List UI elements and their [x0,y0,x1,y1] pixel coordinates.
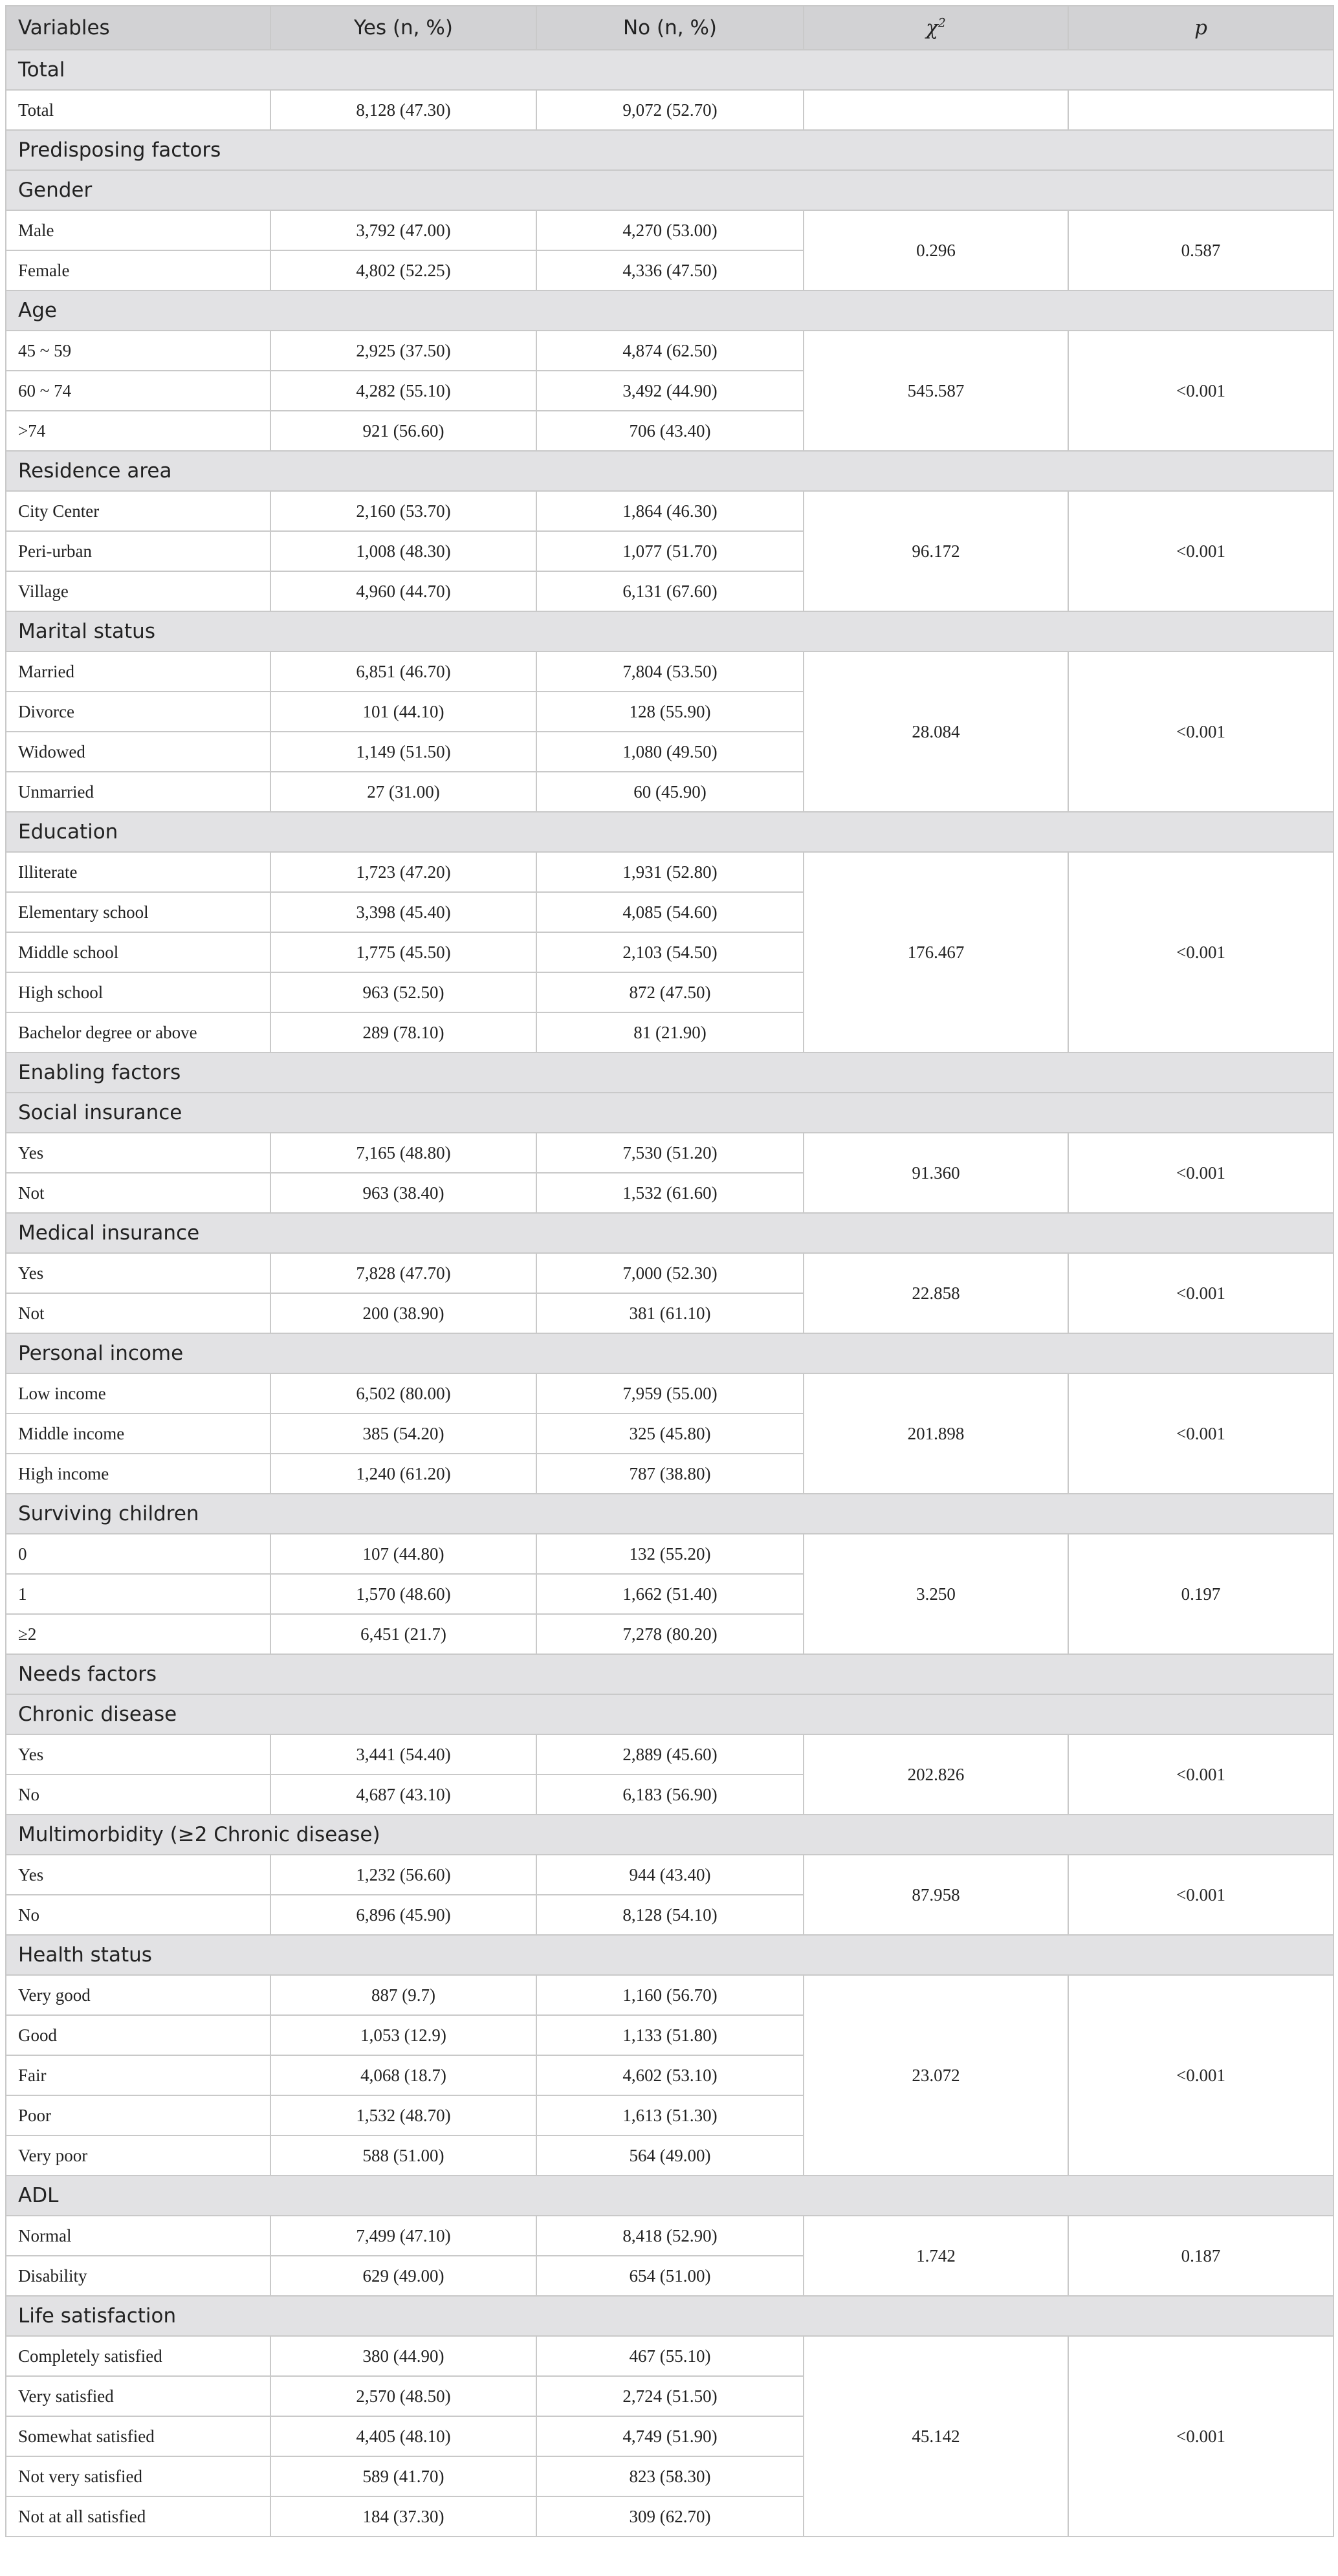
row-no-value: 128 (55.90) [536,692,804,732]
section-header-row [6,1213,1333,1253]
p-value: <0.001 [1068,852,1333,1053]
row-label: Village [6,571,270,611]
section-title: Personal income [6,1333,1333,1373]
row-no-value: 7,000 (52.30) [536,1253,804,1293]
row-label: >74 [6,411,270,451]
row-label: Illiterate [6,852,270,892]
chi-square-value: 201.898 [804,1373,1068,1494]
row-yes-value: 4,405 (48.10) [270,2416,536,2456]
section-title: Age [6,290,1333,331]
section-title: Residence area [6,451,1333,491]
data-table [5,5,1334,2537]
row-no-value: 2,889 (45.60) [536,1734,804,1774]
row-yes-value: 7,499 (47.10) [270,2216,536,2256]
section-title: Surviving children [6,1494,1333,1534]
section-title: Chronic disease [6,1694,1333,1734]
row-no-value: 1,077 (51.70) [536,531,804,571]
section-header-row [6,2176,1333,2216]
chi-square-value: 96.172 [804,491,1068,611]
row-no-value: 1,532 (61.60) [536,1173,804,1213]
row-label: Not [6,1293,270,1333]
row-label: Divorce [6,692,270,732]
row-label: Somewhat satisfied [6,2416,270,2456]
row-label: Total [6,90,270,130]
row-yes-value: 7,828 (47.70) [270,1253,536,1293]
row-label: Normal [6,2216,270,2256]
row-yes-value: 4,282 (55.10) [270,371,536,411]
row-yes-value: 887 (9.7) [270,1975,536,2015]
header-row [6,6,1333,50]
section-title: Enabling factors [6,1053,1333,1093]
row-yes-value: 289 (78.10) [270,1012,536,1053]
chi-square-value: 22.858 [804,1253,1068,1333]
header-variables: Variables [6,6,270,50]
chi-square-value [804,90,1068,130]
row-yes-value: 184 (37.30) [270,2496,536,2537]
chi-square-value: 23.072 [804,1975,1068,2176]
row-no-value: 4,270 (53.00) [536,210,804,250]
row-yes-value: 7,165 (48.80) [270,1133,536,1173]
row-no-value: 4,602 (53.10) [536,2055,804,2095]
chi-square-value: 1.742 [804,2216,1068,2296]
row-yes-value: 921 (56.60) [270,411,536,451]
row-label: Yes [6,1855,270,1895]
section-header-row [6,290,1333,331]
chi-symbol: χ [926,16,938,39]
row-no-value: 309 (62.70) [536,2496,804,2537]
row-yes-value: 6,896 (45.90) [270,1895,536,1935]
row-label: No [6,1895,270,1935]
row-label: Very satisfied [6,2376,270,2416]
row-no-value: 1,133 (51.80) [536,2015,804,2055]
row-yes-value: 2,570 (48.50) [270,2376,536,2416]
row-yes-value: 1,053 (12.9) [270,2015,536,2055]
table-header [6,6,1333,50]
data-table-container [5,5,1333,2537]
row-label: ≥2 [6,1614,270,1654]
row-label: Not at all satisfied [6,2496,270,2537]
row-no-value: 7,530 (51.20) [536,1133,804,1173]
row-label: City Center [6,491,270,531]
row-label: Female [6,250,270,290]
row-label: Male [6,210,270,250]
row-label: Not very satisfied [6,2456,270,2496]
row-no-value: 6,183 (56.90) [536,1774,804,1815]
row-yes-value: 4,068 (18.7) [270,2055,536,2095]
row-yes-value: 2,160 (53.70) [270,491,536,531]
row-no-value: 4,874 (62.50) [536,331,804,371]
header-yes: Yes (n, %) [270,6,536,50]
row-yes-value: 27 (31.00) [270,772,536,812]
table-row [6,1975,1333,2015]
section-header-row [6,170,1333,210]
section-title: Needs factors [6,1654,1333,1694]
row-no-value: 654 (51.00) [536,2256,804,2296]
row-yes-value: 588 (51.00) [270,2135,536,2176]
row-label: Yes [6,1133,270,1173]
p-value: <0.001 [1068,1133,1333,1213]
p-value: <0.001 [1068,1855,1333,1935]
table-row [6,1734,1333,1774]
row-label: Poor [6,2095,270,2135]
row-no-value: 2,724 (51.50) [536,2376,804,2416]
row-no-value: 467 (55.10) [536,2336,804,2376]
row-yes-value: 200 (38.90) [270,1293,536,1333]
table-body [6,50,1333,2537]
row-no-value: 564 (49.00) [536,2135,804,2176]
chi-square-value: 28.084 [804,651,1068,812]
row-yes-value: 107 (44.80) [270,1534,536,1574]
p-value: <0.001 [1068,331,1333,451]
row-yes-value: 1,149 (51.50) [270,732,536,772]
row-label: Low income [6,1373,270,1414]
row-no-value: 2,103 (54.50) [536,932,804,972]
row-label: 0 [6,1534,270,1574]
row-label: Yes [6,1734,270,1774]
row-label: Yes [6,1253,270,1293]
row-yes-value: 4,960 (44.70) [270,571,536,611]
row-no-value: 3,492 (44.90) [536,371,804,411]
table-row [6,852,1333,892]
row-no-value: 7,804 (53.50) [536,651,804,692]
table-row [6,1373,1333,1414]
row-yes-value: 6,851 (46.70) [270,651,536,692]
section-title: Marital status [6,611,1333,651]
p-value: <0.001 [1068,1253,1333,1333]
header-no: No (n, %) [536,6,804,50]
row-yes-value: 963 (38.40) [270,1173,536,1213]
row-yes-value: 2,925 (37.50) [270,331,536,371]
chi-square-value: 3.250 [804,1534,1068,1654]
section-title: Health status [6,1935,1333,1975]
row-yes-value: 1,570 (48.60) [270,1574,536,1614]
row-yes-value: 1,723 (47.20) [270,852,536,892]
row-no-value: 1,160 (56.70) [536,1975,804,2015]
row-no-value: 60 (45.90) [536,772,804,812]
row-label: Peri-urban [6,531,270,571]
row-yes-value: 629 (49.00) [270,2256,536,2296]
row-no-value: 823 (58.30) [536,2456,804,2496]
row-no-value: 4,749 (51.90) [536,2416,804,2456]
row-yes-value: 4,802 (52.25) [270,250,536,290]
table-row [6,1534,1333,1574]
row-label: Not [6,1173,270,1213]
row-label: Middle income [6,1414,270,1454]
table-row [6,210,1333,250]
row-label: Married [6,651,270,692]
section-title: Gender [6,170,1333,210]
row-yes-value: 3,441 (54.40) [270,1734,536,1774]
row-label: Middle school [6,932,270,972]
p-value: 0.587 [1068,210,1333,290]
row-label: Very poor [6,2135,270,2176]
table-row [6,1133,1333,1173]
p-value: 0.187 [1068,2216,1333,2296]
row-yes-value: 385 (54.20) [270,1414,536,1454]
p-value [1068,90,1333,130]
p-value: 0.197 [1068,1534,1333,1654]
chi-square-value: 545.587 [804,331,1068,451]
row-no-value: 1,613 (51.30) [536,2095,804,2135]
row-no-value: 4,085 (54.60) [536,892,804,932]
row-no-value: 1,662 (51.40) [536,1574,804,1614]
row-yes-value: 6,502 (80.00) [270,1373,536,1414]
row-label: Unmarried [6,772,270,812]
row-no-value: 872 (47.50) [536,972,804,1012]
header-chi-square [804,6,1068,50]
row-yes-value: 589 (41.70) [270,2456,536,2496]
row-no-value: 381 (61.10) [536,1293,804,1333]
row-yes-value: 1,232 (56.60) [270,1855,536,1895]
row-no-value: 6,131 (67.60) [536,571,804,611]
chi-square-value: 45.142 [804,2336,1068,2537]
table-row [6,2216,1333,2256]
section-header-row [6,1093,1333,1133]
row-yes-value: 4,687 (43.10) [270,1774,536,1815]
section-title: ADL [6,2176,1333,2216]
row-label: Widowed [6,732,270,772]
table-row [6,1253,1333,1293]
table-row [6,2336,1333,2376]
row-yes-value: 3,792 (47.00) [270,210,536,250]
section-header-row [6,1815,1333,1855]
table-row [6,491,1333,531]
p-value: <0.001 [1068,651,1333,812]
row-no-value: 325 (45.80) [536,1414,804,1454]
row-yes-value: 1,240 (61.20) [270,1454,536,1494]
row-no-value: 132 (55.20) [536,1534,804,1574]
row-yes-value: 8,128 (47.30) [270,90,536,130]
row-yes-value: 6,451 (21.7) [270,1614,536,1654]
row-no-value: 706 (43.40) [536,411,804,451]
section-title: Total [6,50,1333,90]
section-header-row [6,812,1333,852]
chi-square-value: 176.467 [804,852,1068,1053]
chi-superscript: 2 [938,16,946,30]
chi-square-value: 202.826 [804,1734,1068,1815]
section-title: Multimorbidity (≥2 Chronic disease) [6,1815,1333,1855]
section-title: Life satisfaction [6,2296,1333,2336]
section-header-row [6,1494,1333,1534]
row-no-value: 7,959 (55.00) [536,1373,804,1414]
row-no-value: 4,336 (47.50) [536,250,804,290]
row-yes-value: 380 (44.90) [270,2336,536,2376]
row-label: Bachelor degree or above [6,1012,270,1053]
section-title: Education [6,812,1333,852]
p-value: <0.001 [1068,1734,1333,1815]
row-label: No [6,1774,270,1815]
table-row [6,651,1333,692]
section-header-row [6,611,1333,651]
row-no-value: 7,278 (80.20) [536,1614,804,1654]
row-no-value: 1,864 (46.30) [536,491,804,531]
section-header-row [6,1935,1333,1975]
section-title: Social insurance [6,1093,1333,1133]
row-yes-value: 101 (44.10) [270,692,536,732]
row-no-value: 787 (38.80) [536,1454,804,1494]
row-yes-value: 1,008 (48.30) [270,531,536,571]
row-yes-value: 963 (52.50) [270,972,536,1012]
chi-square-value: 0.296 [804,210,1068,290]
row-label: Completely satisfied [6,2336,270,2376]
row-yes-value: 1,532 (48.70) [270,2095,536,2135]
row-no-value: 8,418 (52.90) [536,2216,804,2256]
p-value: <0.001 [1068,1975,1333,2176]
row-label: Good [6,2015,270,2055]
section-header-row [6,1053,1333,1093]
p-value: <0.001 [1068,1373,1333,1494]
p-value: <0.001 [1068,491,1333,611]
section-header-row [6,50,1333,90]
section-title: Predisposing factors [6,130,1333,170]
section-title: Medical insurance [6,1213,1333,1253]
chi-square-value: 87.958 [804,1855,1068,1935]
row-label: Fair [6,2055,270,2095]
section-header-row [6,1333,1333,1373]
section-header-row [6,451,1333,491]
row-label: 45 ~ 59 [6,331,270,371]
row-label: Disability [6,2256,270,2296]
section-header-row [6,2296,1333,2336]
row-label: 1 [6,1574,270,1614]
row-label: Very good [6,1975,270,2015]
row-no-value: 9,072 (52.70) [536,90,804,130]
row-label: Elementary school [6,892,270,932]
row-label: 60 ~ 74 [6,371,270,411]
p-value: <0.001 [1068,2336,1333,2537]
row-yes-value: 1,775 (45.50) [270,932,536,972]
section-header-row [6,1654,1333,1694]
row-no-value: 81 (21.90) [536,1012,804,1053]
row-yes-value: 3,398 (45.40) [270,892,536,932]
row-label: High income [6,1454,270,1494]
row-no-value: 1,080 (49.50) [536,732,804,772]
section-header-row [6,130,1333,170]
table-row [6,1855,1333,1895]
row-no-value: 1,931 (52.80) [536,852,804,892]
table-row [6,90,1333,130]
chi-square-value: 91.360 [804,1133,1068,1213]
row-no-value: 8,128 (54.10) [536,1895,804,1935]
table-row [6,331,1333,371]
section-header-row [6,1694,1333,1734]
row-no-value: 944 (43.40) [536,1855,804,1895]
header-p-value: p [1068,6,1333,50]
row-label: High school [6,972,270,1012]
